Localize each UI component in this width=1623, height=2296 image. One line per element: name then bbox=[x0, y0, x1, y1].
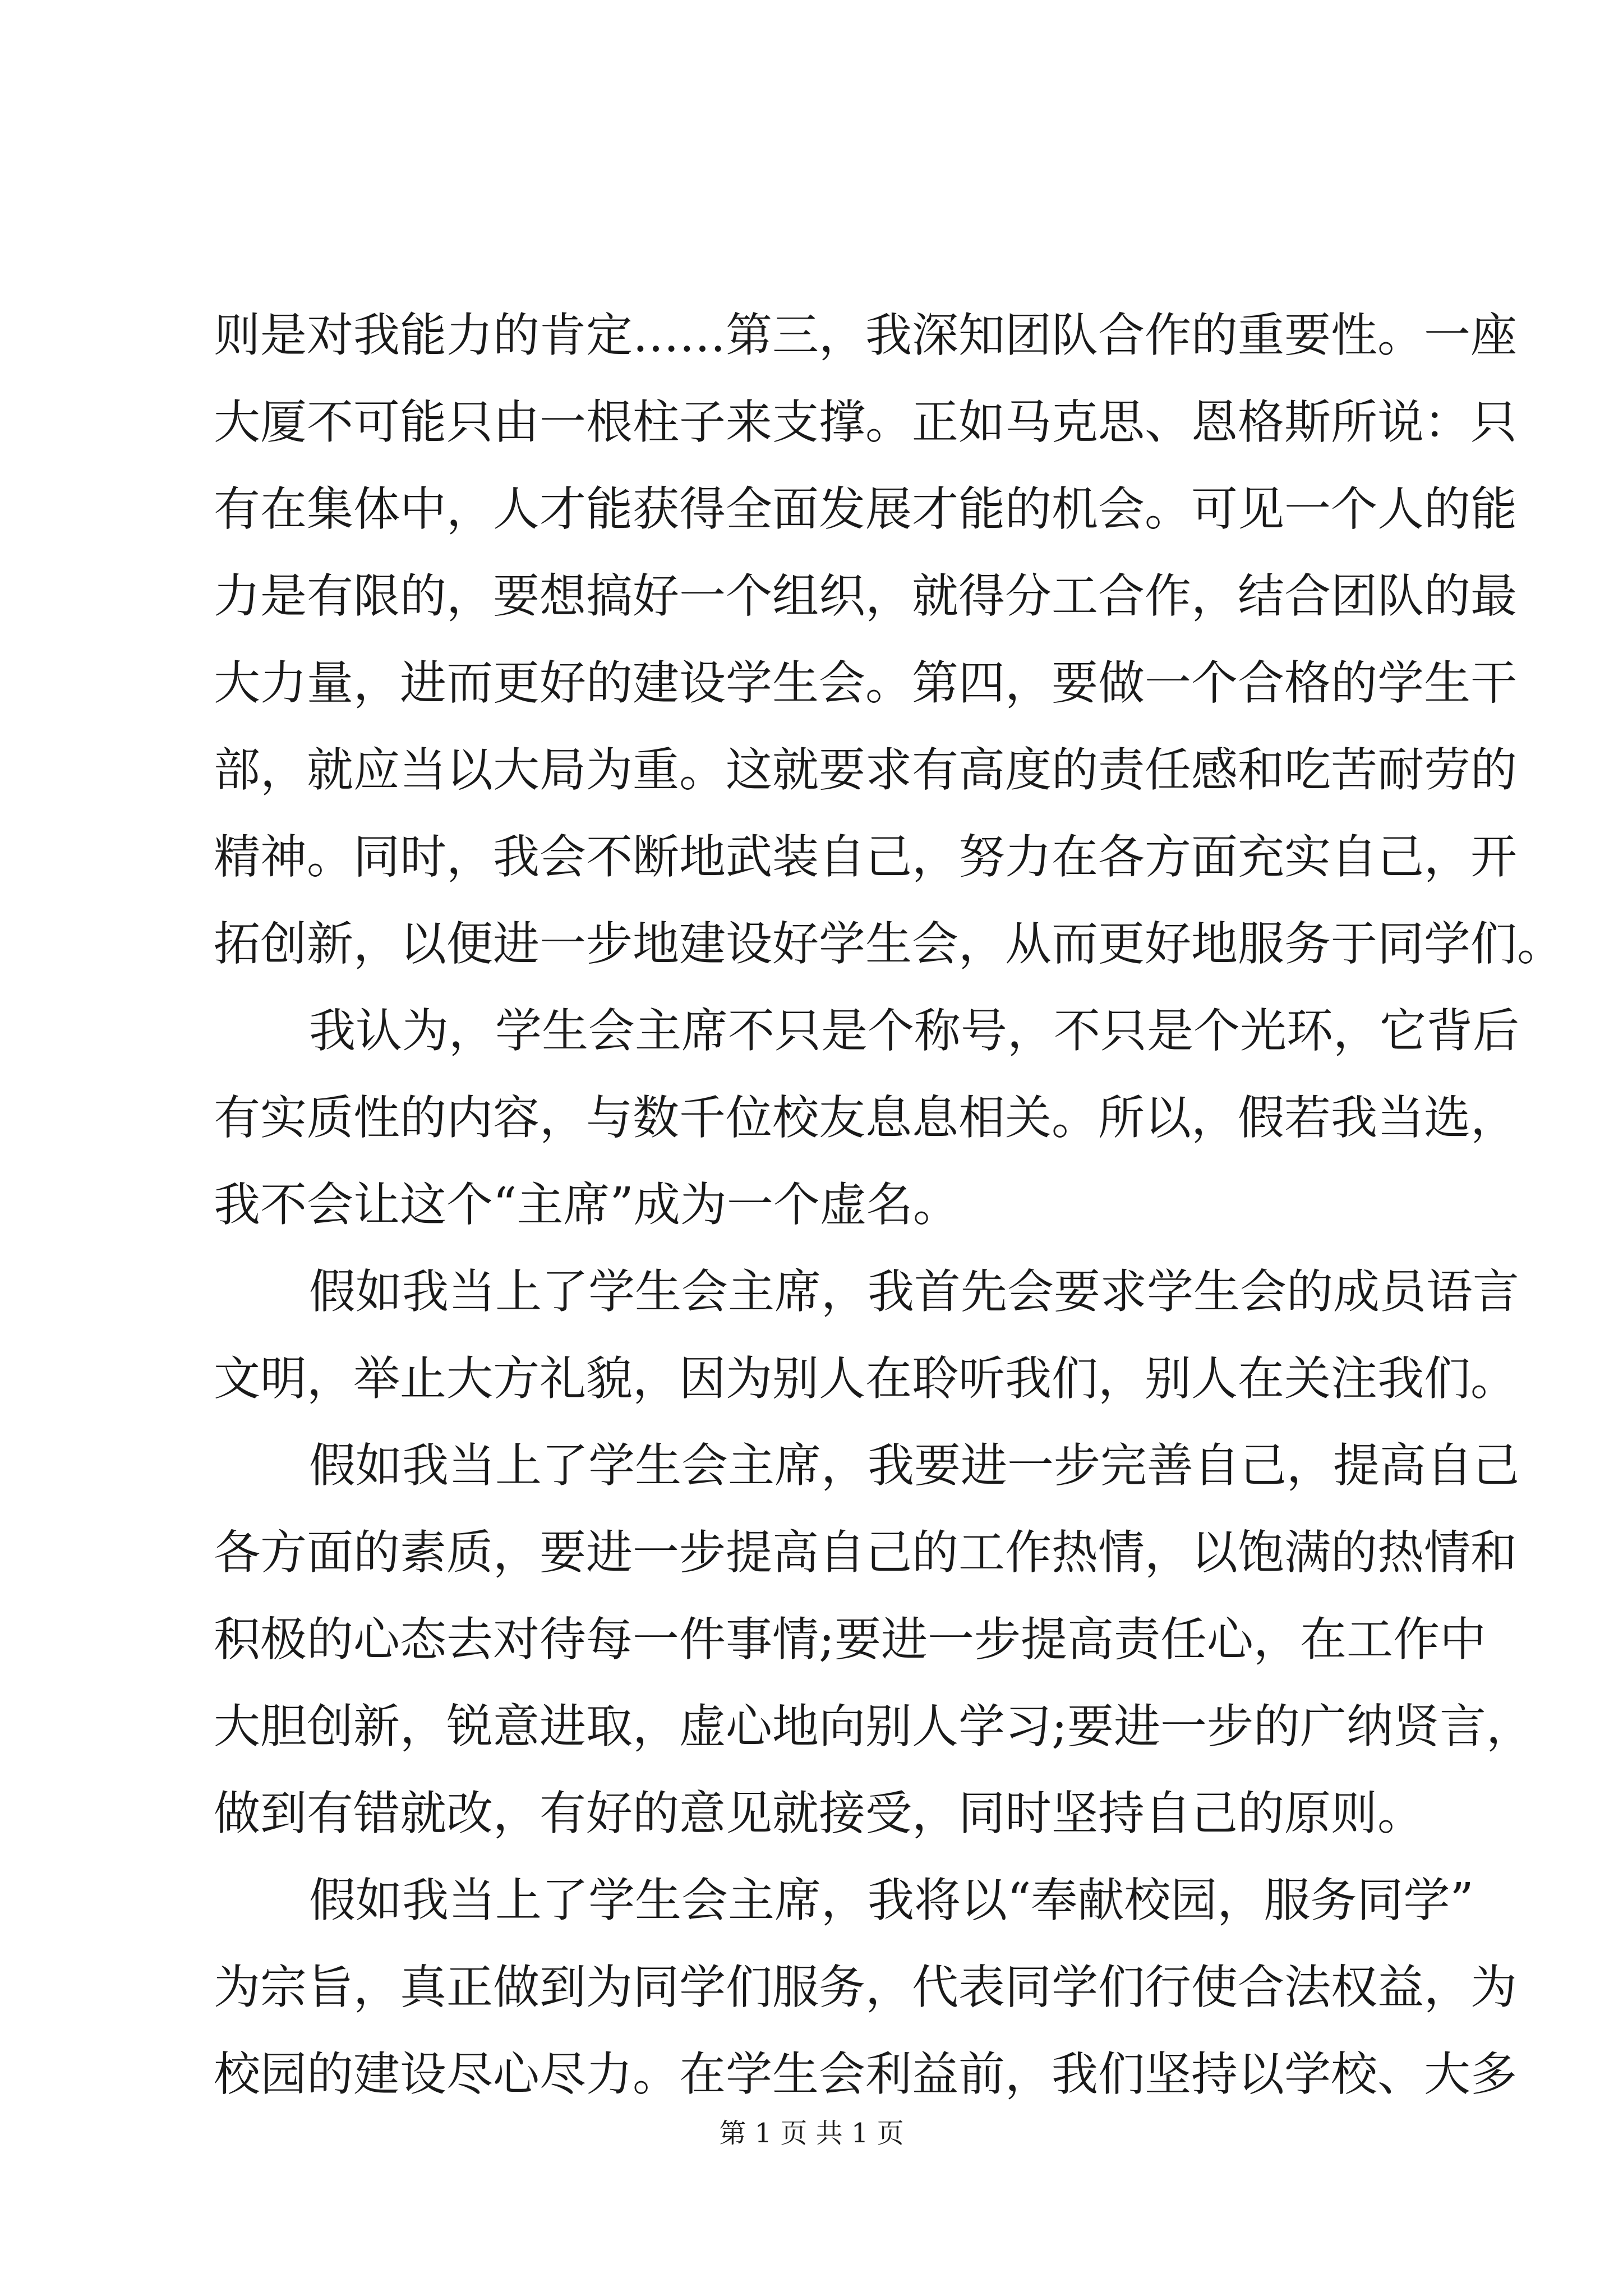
text-line: 各方面的素质，要进一步提高自己的工作热情，以饱满的热情和 bbox=[214, 1525, 1517, 1580]
text-line: 有在集体中，人才能获得全面发展才能的机会。可见一个人的能 bbox=[214, 482, 1517, 536]
text-line: 精神。同时，我会不断地武装自己，努力在各方面充实自己，开 bbox=[214, 830, 1517, 884]
text-line: 拓创新，以便进一步地建设好学生会，从而更好地服务于同学们。 bbox=[214, 917, 1564, 971]
text-line: 大力量，进而更好的建设学生会。第四，要做一个合格的学生干 bbox=[214, 656, 1517, 710]
text-line: 我不会让这个“主席”成为一个虚名。 bbox=[214, 1177, 960, 1232]
text-line: 为宗旨，真正做到为同学们服务，代表同学们行使合法权益，为 bbox=[214, 1960, 1517, 2014]
paragraph-first-line: 假如我当上了学生会主席，我首先会要求学生会的成员语言 bbox=[309, 1264, 1519, 1319]
text-line: 有实质性的内容，与数千位校友息息相关。所以，假若我当选， bbox=[214, 1091, 1517, 1145]
paragraph-first-line: 假如我当上了学生会主席，我将以“奉献校园，服务同学” bbox=[309, 1873, 1474, 1927]
paragraph-first-line: 假如我当上了学生会主席，我要进一步完善自己，提高自己 bbox=[309, 1438, 1519, 1493]
text-line: 校园的建设尽心尽力。在学生会利益前，我们坚持以学校、大多 bbox=[214, 2047, 1517, 2101]
text-line: 大胆创新，锐意进取，虚心地向别人学习;要进一步的广纳贤言， bbox=[214, 1699, 1533, 1754]
paragraph-first-line: 我认为，学生会主席不只是个称号，不只是个光环，它背后 bbox=[309, 1004, 1519, 1058]
text-line: 力是有限的，要想搞好一个组织，就得分工合作，结合团队的最 bbox=[214, 569, 1517, 623]
page-footer: 第 1 页 共 1 页 bbox=[719, 2118, 904, 2149]
text-line: 则是对我能力的肯定……第三，我深知团队合作的重要性。一座 bbox=[214, 308, 1517, 362]
text-line: 做到有错就改，有好的意见就接受，同时坚持自己的原则。 bbox=[214, 1786, 1424, 1841]
text-line: 积极的心态去对待每一件事情;要进一步提高责任心，在工作中 bbox=[214, 1612, 1486, 1667]
text-line: 大厦不可能只由一根柱子来支撑。正如马克思、恩格斯所说：只 bbox=[214, 395, 1517, 449]
text-line: 文明，举止大方礼貌，因为别人在聆听我们，别人在关注我们。 bbox=[214, 1351, 1517, 1406]
document-body bbox=[214, 292, 1564, 2118]
text-line: 部，就应当以大局为重。这就要求有高度的责任感和吃苦耐劳的 bbox=[214, 743, 1517, 797]
